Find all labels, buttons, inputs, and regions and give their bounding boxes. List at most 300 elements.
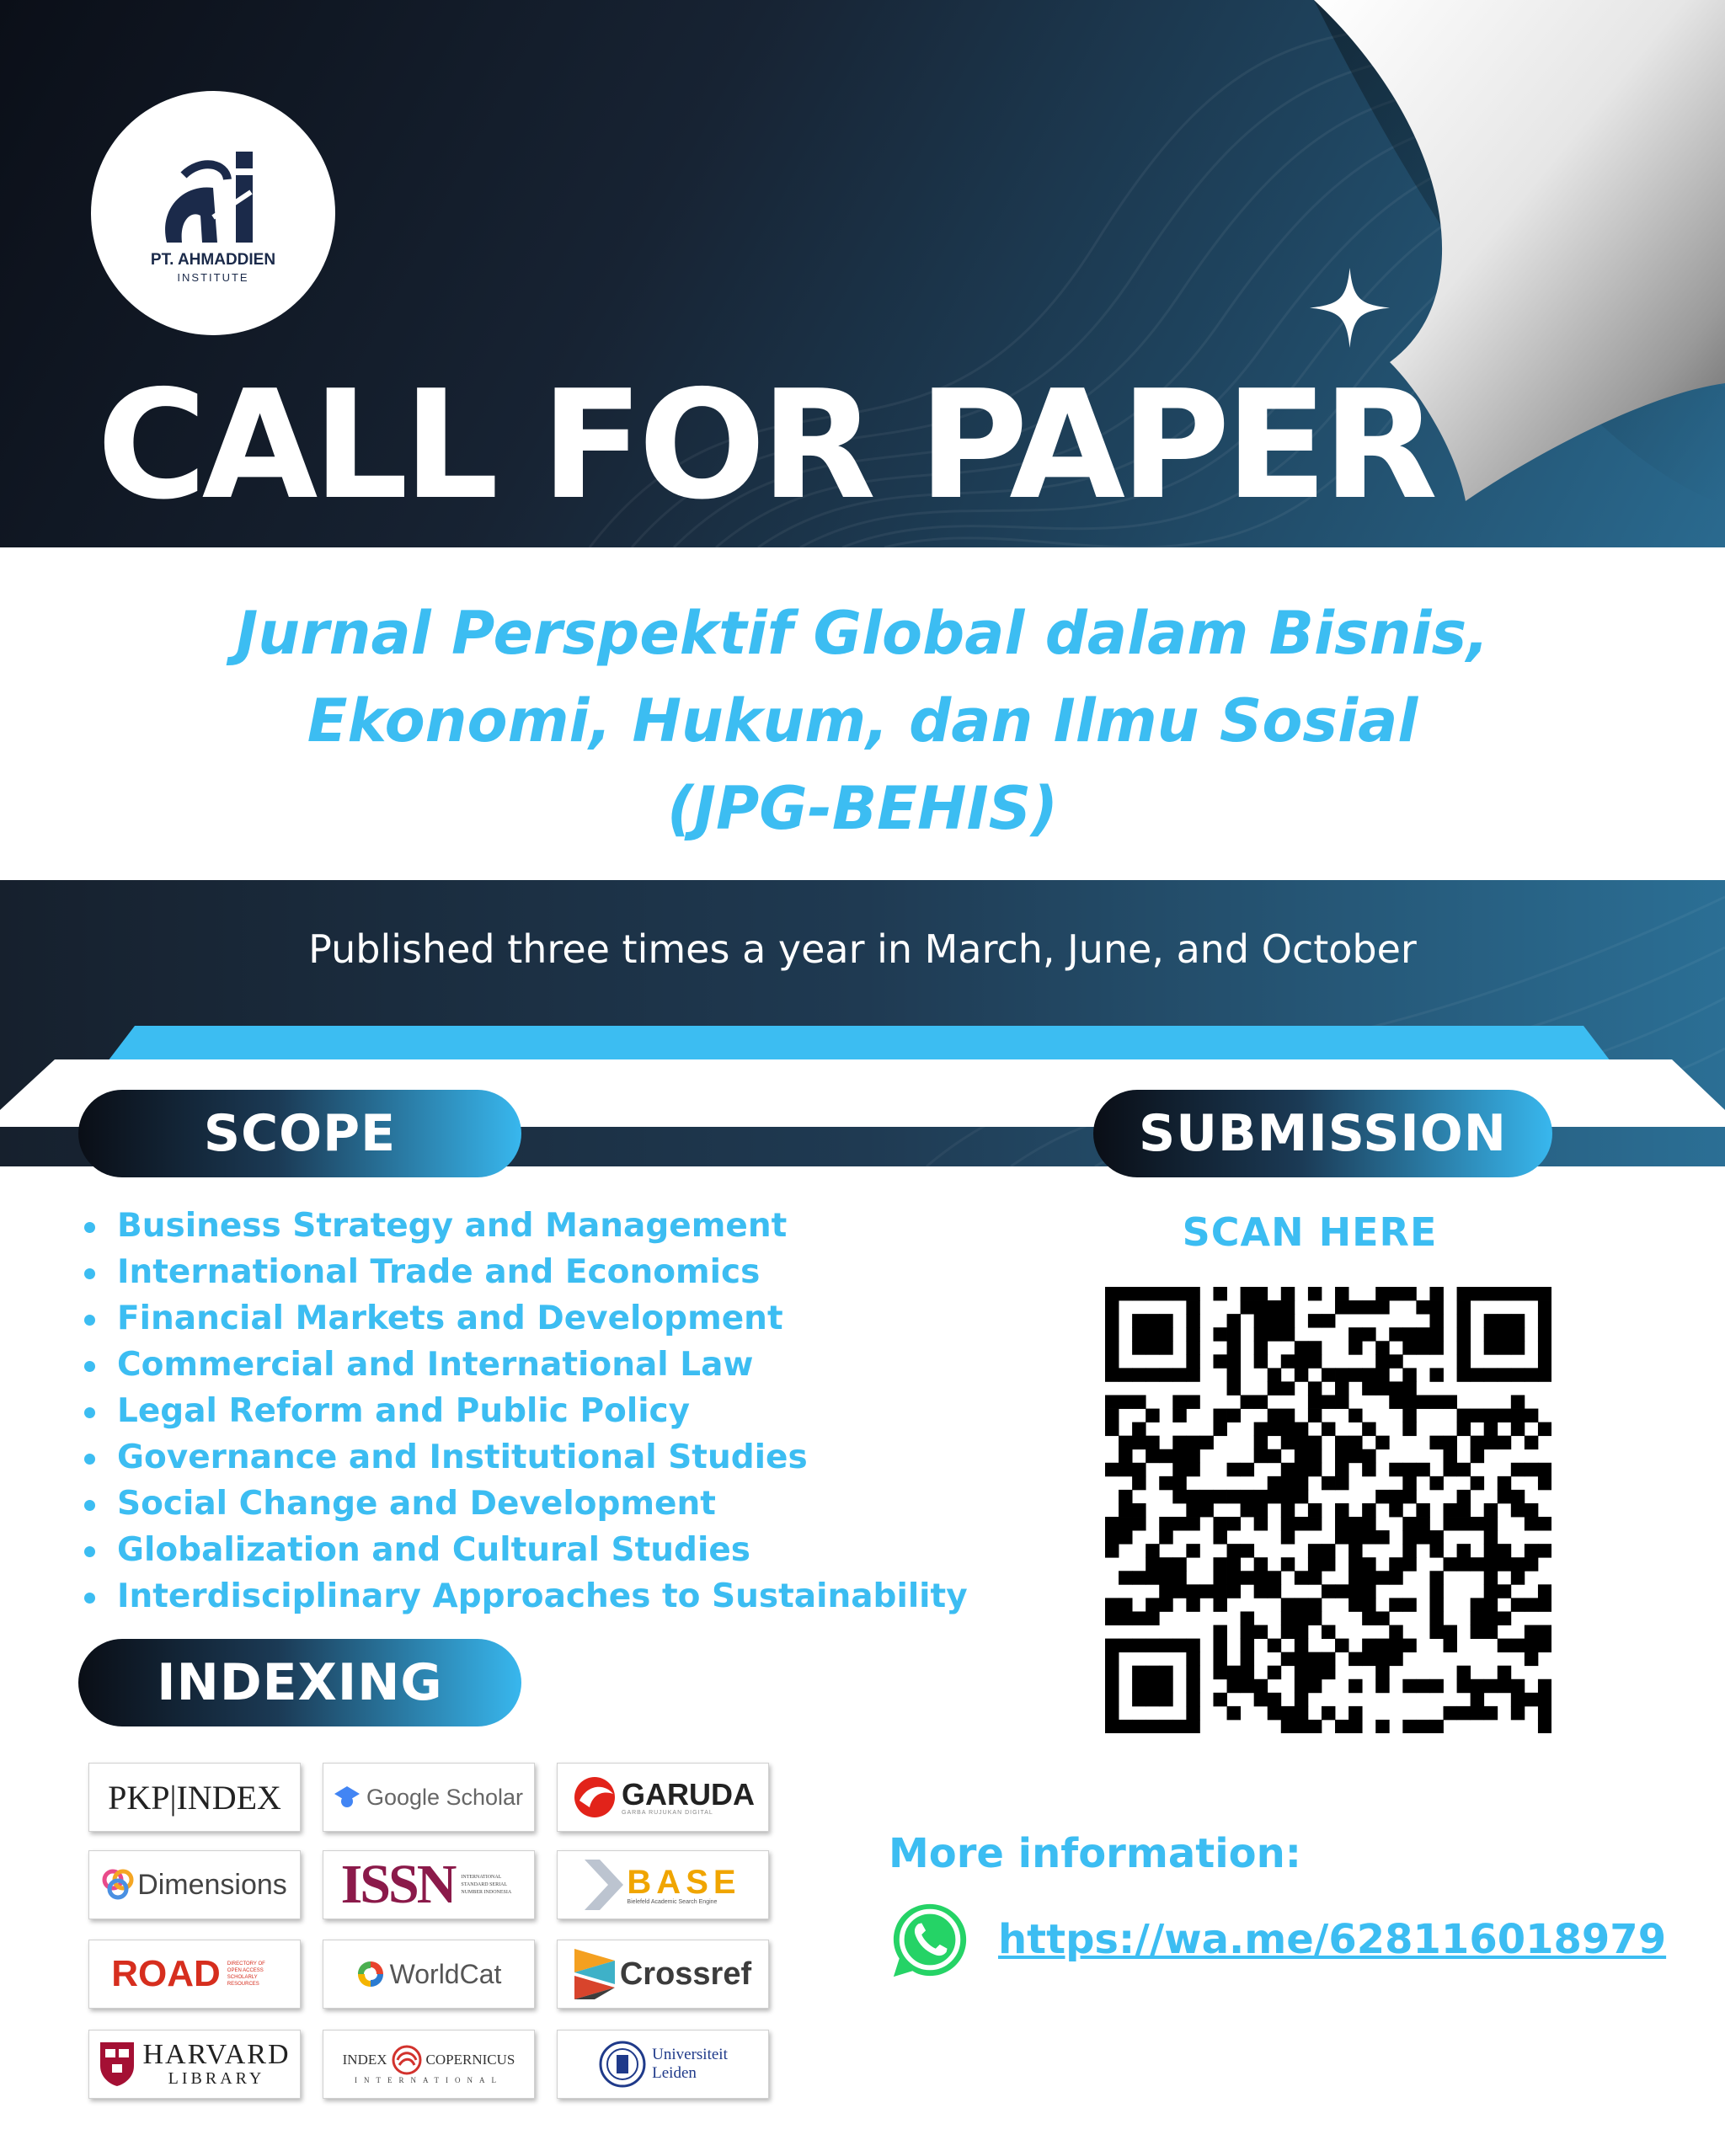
qr-module [1213,1584,1226,1598]
qr-module [1213,1517,1226,1530]
base-chevron-icon [585,1860,623,1910]
worldcat-logo[interactable]: WorldCat [323,1940,535,2009]
qr-module [1416,1300,1429,1314]
qr-module [1402,1381,1416,1395]
qr-module [1389,1571,1402,1584]
scope-item: International Trade and Economics [84,1249,977,1295]
qr-module [1159,1598,1172,1611]
qr-module [1538,1354,1551,1368]
qr-module [1484,1517,1498,1530]
qr-module [1254,1287,1268,1300]
qr-module [1444,1395,1457,1408]
qr-module [1308,1436,1322,1449]
qr-module [1498,1341,1511,1354]
qr-module [1484,1409,1498,1422]
qr-module [1348,1652,1362,1666]
qr-module [1375,1436,1389,1449]
qr-module [1186,1314,1199,1327]
qr-module [1402,1422,1416,1436]
qr-module [1322,1476,1335,1490]
qr-module [1538,1544,1551,1557]
qr-module [1146,1544,1159,1557]
qr-module [1146,1449,1159,1463]
qr-module [1389,1652,1402,1666]
qr-module [1335,1476,1348,1490]
qr-module [1429,1436,1443,1449]
qr-module [1159,1666,1172,1679]
qr-module [1105,1639,1119,1652]
qr-module [1538,1517,1551,1530]
qr-module [1362,1611,1375,1625]
qr-module [1348,1544,1362,1557]
more-info-label: More information: [889,1830,1301,1877]
qr-module [1146,1409,1159,1422]
qr-module [1281,1436,1295,1449]
issn-logo[interactable]: ISSN INTERNATIONAL STANDARD SERIAL NUMBER INDONESIA [323,1850,535,1919]
qr-module [1295,1679,1308,1693]
qr-module [1254,1625,1268,1639]
qr-module [1429,1544,1443,1557]
qr-module [1444,1639,1457,1652]
qr-module [1538,1368,1551,1381]
qr-module [1348,1584,1362,1598]
base-logo[interactable]: BASE Bielefeld Academic Search Engine [557,1850,769,1919]
bullet-icon [84,1222,95,1233]
qr-module [1186,1368,1199,1381]
qr-module [1538,1341,1551,1354]
qr-module [1159,1720,1172,1733]
qr-module [1538,1476,1551,1490]
qr-module [1416,1341,1429,1354]
qr-module [1362,1571,1375,1584]
qr-module [1348,1368,1362,1381]
qr-module [1132,1517,1146,1530]
garuda-logo[interactable]: GARUDA GARBA RUJUKAN DIGITAL [557,1763,769,1832]
qr-module [1498,1639,1511,1652]
qr-module [1132,1503,1146,1517]
qr-module [1362,1652,1375,1666]
qr-module [1498,1679,1511,1693]
qr-module [1511,1287,1525,1300]
qr-module [1362,1557,1375,1571]
qr-module [1186,1327,1199,1341]
qr-module [1498,1490,1511,1503]
qr-module [1525,1639,1538,1652]
qr-module [1132,1436,1146,1449]
qr-module [1375,1300,1389,1314]
qr-module [1295,1611,1308,1625]
qr-module [1159,1449,1172,1463]
qr-module [1199,1436,1213,1449]
qr-module [1538,1463,1551,1476]
qr-module [1457,1463,1471,1476]
qr-module [1308,1449,1322,1463]
qr-module [1308,1598,1322,1611]
qr-module [1362,1381,1375,1395]
qr-module [1457,1679,1471,1693]
qr-module [1484,1436,1498,1449]
qr-module [1241,1490,1254,1503]
qr-module [1132,1611,1146,1625]
qr-module [1132,1463,1146,1476]
qr-module [1105,1463,1119,1476]
qr-module [1146,1639,1159,1652]
scope-item: Commercial and International Law [84,1342,977,1388]
qr-module [1281,1463,1295,1476]
qr-module [1105,1409,1119,1422]
qr-module [1389,1557,1402,1571]
qr-module [1119,1530,1132,1544]
harvard-shield-icon [99,2041,136,2088]
scope-heading: SCOPE [78,1090,521,1177]
qr-module [1281,1476,1295,1490]
qr-module [1105,1314,1119,1327]
qr-module [1457,1666,1471,1679]
qr-module [1402,1679,1416,1693]
qr-module [1146,1598,1159,1611]
qr-module [1484,1287,1498,1300]
qr-module [1172,1517,1186,1530]
qr-module [1132,1422,1146,1436]
qr-module [1172,1449,1186,1463]
qr-module [1159,1679,1172,1693]
qr-module [1335,1395,1348,1408]
qr-module [1268,1490,1281,1503]
crossref-icon [574,1949,615,1999]
qr-module [1335,1381,1348,1395]
qr-module [1416,1327,1429,1341]
qr-module [1484,1368,1498,1381]
qr-module [1146,1287,1159,1300]
qr-module [1186,1436,1199,1449]
dimensions-logo[interactable]: Dimensions [88,1850,301,1919]
qr-module [1159,1584,1172,1598]
qr-module [1511,1639,1525,1652]
qr-module [1335,1530,1348,1544]
qr-module [1375,1652,1389,1666]
qr-module [1429,1327,1443,1341]
qr-module [1132,1368,1146,1381]
qr-module [1538,1422,1551,1436]
qr-module [1322,1706,1335,1720]
garuda-icon [571,1774,618,1821]
qr-module [1525,1557,1538,1571]
qr-module [1281,1720,1295,1733]
qr-module [1172,1395,1186,1408]
qr-module [1119,1490,1132,1503]
qr-module [1498,1544,1511,1557]
qr-module [1295,1422,1308,1436]
qr-module [1241,1503,1254,1517]
qr-module [1132,1341,1146,1354]
qr-module [1268,1368,1281,1381]
qr-module [1348,1679,1362,1693]
qr-module [1525,1409,1538,1422]
dimensions-icon [102,1869,134,1901]
qr-module [1254,1490,1268,1503]
qr-module [1308,1314,1322,1327]
qr-module [1254,1314,1268,1327]
qr-module [1119,1720,1132,1733]
qr-module [1159,1557,1172,1571]
qr-module [1389,1639,1402,1652]
logo-mark-icon [133,141,293,251]
qr-module [1119,1395,1132,1408]
qr-module [1322,1557,1335,1571]
qr-module [1308,1395,1322,1408]
qr-module [1159,1341,1172,1354]
qr-module [1457,1422,1471,1436]
qr-module [1254,1584,1268,1598]
qr-module [1525,1544,1538,1557]
qr-module [1402,1409,1416,1422]
qr-module [1268,1639,1281,1652]
logo-subname: INSTITUTE [177,271,249,284]
qr-module [1213,1693,1226,1706]
qr-module [1525,1287,1538,1300]
qr-module [1498,1557,1511,1571]
qr-module [1402,1327,1416,1341]
qr-module [1457,1517,1471,1530]
qr-module [1295,1693,1308,1706]
qr-module [1471,1706,1484,1720]
qr-module [1389,1625,1402,1639]
qr-module [1213,1625,1226,1639]
qr-module [1511,1422,1525,1436]
bullet-icon [84,1407,95,1418]
qr-module [1186,1300,1199,1314]
qr-module [1227,1409,1241,1422]
qr-module [1525,1517,1538,1530]
qr-module [1525,1436,1538,1449]
qr-module [1457,1503,1471,1517]
qr-module [1335,1720,1348,1733]
qr-module [1213,1327,1226,1341]
qr-module [1281,1652,1295,1666]
qr-module [1186,1693,1199,1706]
qr-module [1416,1720,1429,1733]
qr-module [1132,1639,1146,1652]
qr-module [1335,1287,1348,1300]
journal-title-line-2: Ekonomi, Hukum, dan Ilmu Sosial [307,686,1418,755]
qr-module [1213,1652,1226,1666]
qr-module [1429,1611,1443,1625]
qr-module [1511,1314,1525,1327]
qr-module [1254,1436,1268,1449]
qr-module [1159,1530,1172,1544]
qr-module [1227,1557,1241,1571]
qr-module [1172,1476,1186,1490]
qr-module [1105,1327,1119,1341]
qr-module [1105,1354,1119,1368]
qr-module [1308,1544,1322,1557]
qr-module [1281,1314,1295,1327]
qr-module [1538,1300,1551,1314]
harvard-library-logo[interactable]: HARVARD LIBRARY [88,2030,301,2099]
qr-module [1429,1571,1443,1584]
bullet-icon [84,1268,95,1279]
qr-module [1146,1368,1159,1381]
index-copernicus-logo[interactable]: INDEX COPERNICUS INTERNATIONAL [323,2030,535,2099]
qr-module [1213,1422,1226,1436]
qr-code[interactable] [1105,1287,1551,1733]
qr-module [1281,1327,1295,1341]
qr-module [1186,1639,1199,1652]
qr-module [1146,1314,1159,1327]
qr-module [1172,1368,1186,1381]
qr-module [1295,1652,1308,1666]
qr-module [1402,1341,1416,1354]
qr-module [1444,1557,1457,1571]
qr-module [1375,1368,1389,1381]
qr-module [1402,1476,1416,1490]
qr-module [1457,1706,1471,1720]
leiden-university-logo[interactable]: Universiteit Leiden [557,2030,769,2099]
qr-module [1525,1693,1538,1706]
qr-module [1119,1436,1132,1449]
qr-module [1484,1598,1498,1611]
qr-module [1146,1611,1159,1625]
qr-module [1213,1490,1226,1503]
qr-module [1429,1679,1443,1693]
qr-module [1105,1706,1119,1720]
qr-module [1484,1706,1498,1720]
qr-module [1132,1476,1146,1490]
qr-module [1227,1490,1241,1503]
bullet-icon [84,1593,95,1604]
qr-module [1146,1436,1159,1449]
qr-module [1308,1341,1322,1354]
qr-module [1402,1720,1416,1733]
qr-module [1402,1463,1416,1476]
qr-module [1281,1287,1295,1300]
qr-module [1281,1557,1295,1571]
qr-module [1159,1693,1172,1706]
qr-module [1227,1679,1241,1693]
qr-module [1308,1503,1322,1517]
whatsapp-link[interactable]: https://wa.me/628116018979 [998,1916,1667,1963]
google-scholar-logo[interactable]: Google Scholar [323,1763,535,1832]
qr-module [1348,1598,1362,1611]
qr-module [1281,1490,1295,1503]
qr-module [1172,1490,1186,1503]
qr-module [1362,1368,1375,1381]
qr-module [1498,1327,1511,1341]
qr-module [1335,1463,1348,1476]
scholar-cap-icon [334,1786,360,1808]
qr-module [1268,1327,1281,1341]
qr-module [1254,1693,1268,1706]
qr-module [1375,1354,1389,1368]
qr-module [1484,1503,1498,1517]
whatsapp-icon[interactable] [889,1899,971,1982]
qr-module [1511,1409,1525,1422]
qr-module [1186,1544,1199,1557]
qr-module [1119,1639,1132,1652]
qr-module [1227,1571,1241,1584]
qr-module [1308,1652,1322,1666]
qr-module [1525,1503,1538,1517]
qr-module [1268,1422,1281,1436]
scope-item: Business Strategy and Management [84,1203,977,1249]
qr-module [1227,1341,1241,1354]
qr-module [1105,1611,1119,1625]
qr-module [1186,1666,1199,1679]
qr-module [1471,1287,1484,1300]
qr-module [1186,1354,1199,1368]
qr-module [1375,1679,1389,1693]
qr-module [1295,1341,1308,1354]
qr-module [1308,1571,1322,1584]
qr-module [1241,1679,1254,1693]
qr-module [1308,1463,1322,1476]
qr-module [1159,1476,1172,1490]
qr-module [1105,1720,1119,1733]
qr-module [1241,1544,1254,1557]
qr-module [1322,1314,1335,1327]
qr-module [1146,1341,1159,1354]
qr-module [1389,1598,1402,1611]
scope-item: Governance and Institutional Studies [84,1434,977,1481]
qr-module [1538,1625,1551,1639]
qr-module [1227,1706,1241,1720]
qr-module [1444,1706,1457,1720]
qr-module [1119,1287,1132,1300]
qr-module [1511,1327,1525,1341]
qr-module [1416,1463,1429,1476]
road-logo[interactable]: ROAD DIRECTORY OF OPEN ACCESS SCHOLARLY RESOURCES [88,1940,301,2009]
qr-module [1471,1598,1484,1611]
qr-module [1105,1693,1119,1706]
qr-module [1362,1530,1375,1544]
qr-module [1186,1517,1199,1530]
qr-module [1119,1503,1132,1517]
crossref-logo[interactable]: Crossref [557,1940,769,2009]
qr-module [1538,1639,1551,1652]
qr-module [1146,1679,1159,1693]
qr-module [1322,1422,1335,1436]
qr-module [1199,1490,1213,1503]
bullet-icon [84,1361,95,1372]
qr-module [1172,1584,1186,1598]
qr-module [1402,1544,1416,1557]
qr-module [1268,1381,1281,1395]
qr-module [1241,1571,1254,1584]
qr-module [1105,1341,1119,1354]
qr-module [1375,1639,1389,1652]
qr-module [1484,1584,1498,1598]
qr-module [1268,1314,1281,1327]
qr-module [1227,1354,1241,1368]
qr-module [1213,1598,1226,1611]
qr-module [1254,1395,1268,1408]
qr-module [1511,1679,1525,1693]
qr-module [1132,1693,1146,1706]
qr-module [1172,1463,1186,1476]
pkp-index-logo[interactable]: PKP|INDEX [88,1763,301,1832]
scan-here-label: SCAN HERE [1182,1209,1438,1255]
qr-module [1132,1327,1146,1341]
qr-module [1227,1666,1241,1679]
qr-module [1295,1720,1308,1733]
qr-module [1389,1381,1402,1395]
qr-module [1254,1571,1268,1584]
qr-module [1132,1720,1146,1733]
qr-module [1538,1720,1551,1733]
qr-module [1105,1666,1119,1679]
qr-module [1119,1611,1132,1625]
qr-module [1484,1530,1498,1544]
